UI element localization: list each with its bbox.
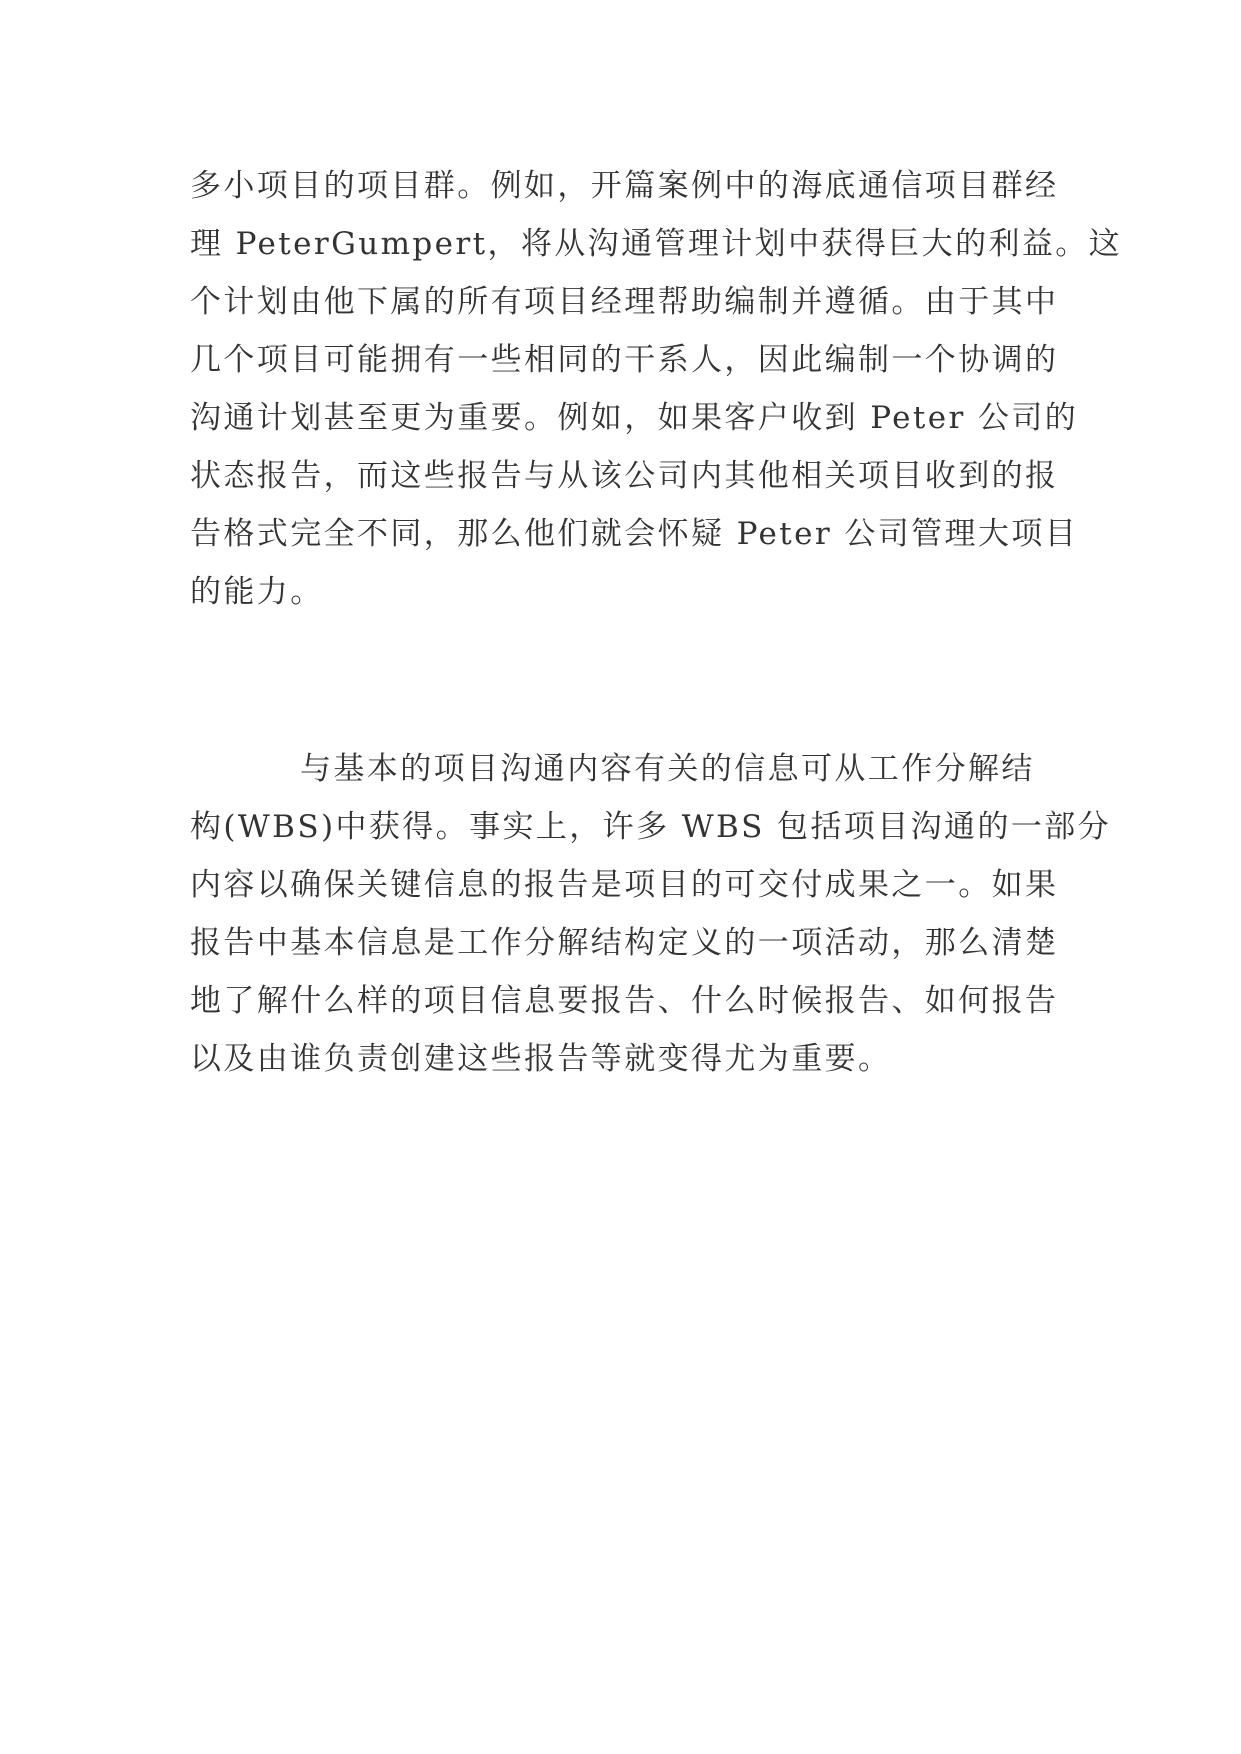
paragraph-line: 与基本的项目沟通内容有关的信息可从工作分解结: [300, 751, 1035, 787]
paragraph-line: 沟通计划甚至更为重要。例如，如果客户收到 Peter 公司的: [190, 400, 1079, 436]
paragraph-line: 多小项目的项目群。例如，开篇案例中的海底通信项目群经: [190, 168, 1059, 204]
paragraph-line: 以及由谁负责创建这些报告等就变得尤为重要。: [190, 1041, 892, 1077]
paragraph-line: 构(WBS)中获得。事实上，许多 WBS 包括项目沟通的一部分: [190, 809, 1112, 845]
paragraph-line: 告格式完全不同，那么他们就会怀疑 Peter 公司管理大项目: [190, 516, 1079, 552]
paragraph-line: 个计划由他下属的所有项目经理帮助编制并遵循。由于其中: [190, 284, 1059, 320]
paragraph-line: 几个项目可能拥有一些相同的干系人，因此编制一个协调的: [190, 342, 1059, 378]
paragraph-line: 理 PeterGumpert，将从沟通管理计划中获得巨大的利益。这: [190, 226, 1123, 262]
paragraph-line: 状态报告，而这些报告与从该公司内其他相关项目收到的报: [190, 458, 1059, 494]
paragraph-line: 地了解什么样的项目信息要报告、什么时候报告、如何报告: [190, 983, 1059, 1019]
paragraph-line: 内容以确保关键信息的报告是项目的可交付成果之一。如果: [190, 867, 1059, 903]
paragraph-line: 的能力。: [190, 574, 324, 610]
paragraph-line: 报告中基本信息是工作分解结构定义的一项活动，那么清楚: [190, 925, 1059, 961]
